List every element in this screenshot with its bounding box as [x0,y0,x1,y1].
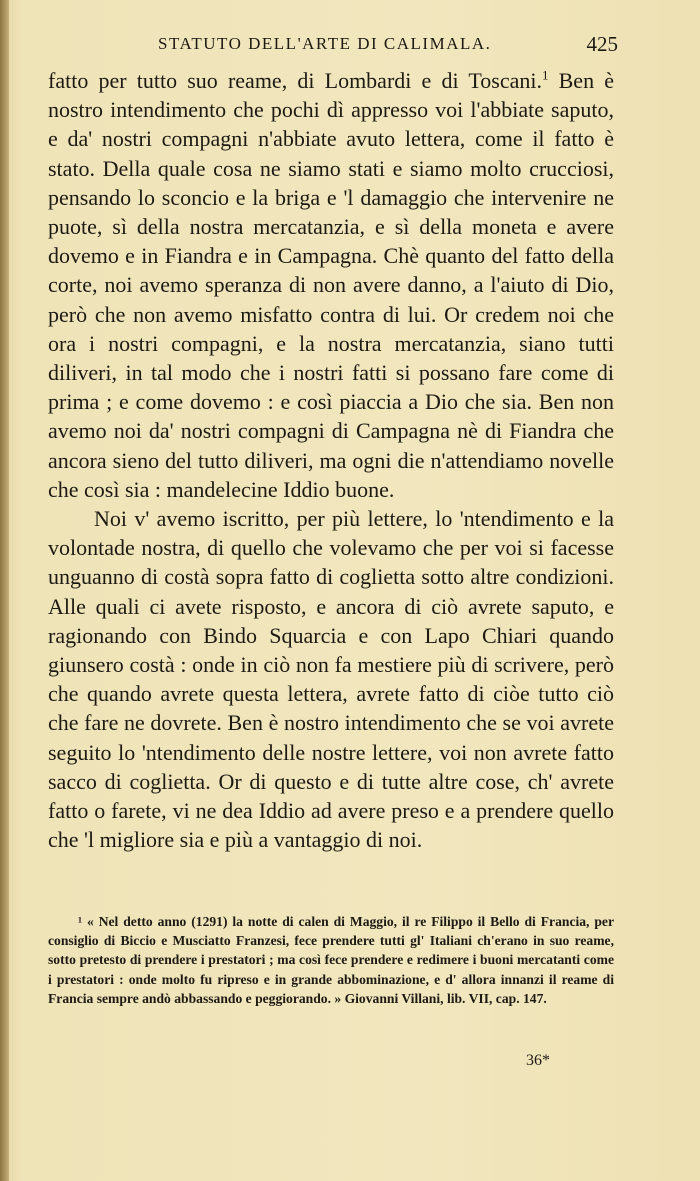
signature-mark: 36* [526,1052,550,1069]
footnote-reference: 1 [541,67,549,83]
page-number: 425 [586,32,618,56]
paragraph-text: Ben è nostro intendimento che pochi dì appresso voi l'abbiate saputo, e da' nostri compagni n'abbiate avuto lettera, come il fatto è stato. Della quale cosa ne siamo stati e siamo molto crucciosi, pensando lo sconcio e la briga e 'l damaggio che intervenire ne puote, sì della nostra mercatanzia, e sì della moneta e avere dovemo e in Fiandra e in Campagna. Chè quanto del fatto della corte, noi avemo speranza di non avere danno, a l'aiuto di Dio, però che non avemo misfatto contra di lui. Or credem noi che ora i nostri compagni, e la nostra mercatanzia, siano tutti diliveri, in tal modo che i nostri fatti si possano fare come di prima ; e come dovemo : e così piaccia a Dio che sia. Ben non avemo noi da' nostri compagni di Campagna nè di Fiandra che ancora sieno del tutto diliveri, ma ogni die n'attendiamo novelle che così sia : mandelecine Iddio buone. [48,68,614,502]
paragraph [48,66,614,504]
paragraph: Noi v' avemo iscritto, per più lettere, lo 'ntendimento e la volontade nostra, di quello che volevamo che per voi si facesse unguanno di costà sopra fatto di coglietta sotto altre condizioni. Alle quali ci avete risposto, e ancora di ciò avrete saputo, e ragionando con Bindo Squarcia e con Lapo Chiari quando giunsero costà : onde in ciò non fa mestiere più di scrivere, però che quando avrete questa lettera, avrete fatto di ciòe tutto ciò che fare ne dovrete. Ben è nostro intendimento che se voi avrete seguito lo 'ntendimento delle nostre lettere, voi non avrete fatto sacco di coglietta. Or di questo e di tutte altre cose, ch' avrete fatto o farete, vi ne dea Iddio ad avere preso e a prendere quello che 'l migliore sia e più a vantaggio di noi. [48,506,614,853]
running-title: STATUTO DELL'ARTE DI CALIMALA. [158,34,492,53]
footnote: ¹ « Nel detto anno (1291) la notte di calen di Maggio, il re Filippo il Bello di Francia, per consiglio di Biccio e Musciatto Franzesi, fece prendere tutti gl' Italiani ch'erano in suo reame, sotto pretesto di prendere i prestatori ; ma così fece prendere e redimere i buoni mercatanti come i prestatori : onde molto fu ripreso e in grande abbominazione, e d' allora innanzi il reame di Francia sempre andò abbassando e peggiorando. » Giovanni Villani, lib. VII, cap. 147. [48,914,614,1006]
book-spine-shadow [0,0,9,1181]
paragraph-text: fatto per tutto suo reame, di Lombardi e di Toscani. [48,68,542,93]
page-header [48,32,618,60]
main-text [48,66,614,854]
